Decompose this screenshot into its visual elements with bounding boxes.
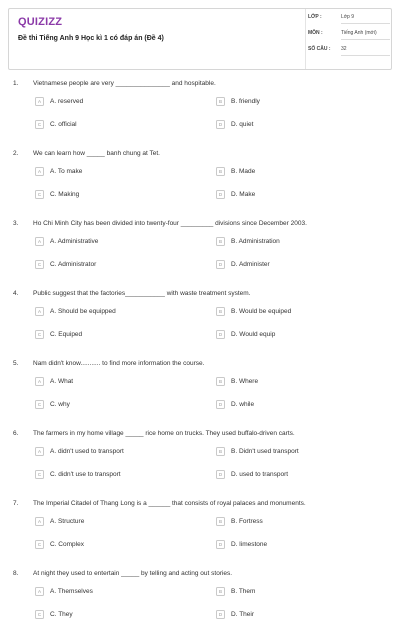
option-text: A. reserved xyxy=(50,98,84,105)
option-letter-box: D xyxy=(216,260,225,269)
option-letter-box: D xyxy=(216,120,225,129)
meta-question-count-label: SỐ CÂU : xyxy=(308,46,331,52)
question-item xyxy=(0,80,400,150)
question-text: At night they used to entertain _____ by telling and acting out stories. xyxy=(33,570,233,577)
worksheet-title: Đề thi Tiếng Anh 9 Học kì 1 có đáp án (Đề 4) xyxy=(18,35,164,42)
question-number: 3. xyxy=(13,220,19,227)
option-text: B. Where xyxy=(231,378,259,385)
option-letter-box: A xyxy=(35,167,44,176)
worksheet-header xyxy=(8,8,392,70)
question-item xyxy=(0,430,400,500)
option-text: C. Making xyxy=(50,191,80,198)
option-text: A. To make xyxy=(50,168,83,175)
question-item xyxy=(0,570,400,640)
option-text: C. official xyxy=(50,121,77,128)
option-text: C. didn't use to transport xyxy=(50,471,121,478)
question-item xyxy=(0,220,400,290)
question-number: 4. xyxy=(13,290,19,297)
option-text: C. Equiped xyxy=(50,331,83,338)
question-text: The Imperial Citadel of Thang Long is a ______ that consists of royal palaces and monuments. xyxy=(33,500,306,507)
meta-grade-underline xyxy=(341,23,390,24)
question-number: 7. xyxy=(13,500,19,507)
option-text: D. Their xyxy=(231,611,254,618)
option-letter-box: A xyxy=(35,517,44,526)
option-text: B. Would be equiped xyxy=(231,308,292,315)
option-letter-box: C xyxy=(35,330,44,339)
option-text: D. used to transport xyxy=(231,471,289,478)
meta-grade-label: LỚP : xyxy=(308,14,322,20)
option-letter-box: B xyxy=(216,517,225,526)
question-item xyxy=(0,290,400,360)
option-letter-box: A xyxy=(35,237,44,246)
meta-subject-underline xyxy=(341,39,390,40)
option-letter-box: D xyxy=(216,400,225,409)
question-number: 8. xyxy=(13,570,19,577)
option-text: C. They xyxy=(50,611,73,618)
question-number: 5. xyxy=(13,360,19,367)
option-text: C. Complex xyxy=(50,541,84,548)
option-letter-box: C xyxy=(35,260,44,269)
option-text: C. Administrator xyxy=(50,261,97,268)
question-text: Public suggest that the factories___________ with waste treatment system. xyxy=(33,290,251,297)
question-text: The farmers in my home village _____ rice home on trucks. They used buffalo-driven carts. xyxy=(33,430,295,437)
option-letter-box: B xyxy=(216,97,225,106)
option-letter-box: C xyxy=(35,400,44,409)
option-text: B. Didn't used transport xyxy=(231,448,299,455)
option-text: D. Would equip xyxy=(231,331,276,338)
meta-question-count-underline xyxy=(341,55,390,56)
option-letter-box: D xyxy=(216,330,225,339)
option-letter-box: C xyxy=(35,120,44,129)
option-letter-box: D xyxy=(216,190,225,199)
question-text: Ho Chi Minh City has been divided into twenty-four _________ divisions since December 2003. xyxy=(33,220,307,227)
option-letter-box: A xyxy=(35,97,44,106)
option-text: B. Administration xyxy=(231,238,280,245)
option-letter-box: A xyxy=(35,307,44,316)
option-text: D. quiet xyxy=(231,121,254,128)
question-item xyxy=(0,150,400,220)
question-item xyxy=(0,500,400,570)
option-letter-box: B xyxy=(216,167,225,176)
question-text: We can learn how _____ banh chung at Tet. xyxy=(33,150,160,157)
option-letter-box: C xyxy=(35,470,44,479)
option-letter-box: B xyxy=(216,587,225,596)
option-text: B. Them xyxy=(231,588,256,595)
meta-grade-value: Lớp 9 xyxy=(341,14,355,20)
option-letter-box: C xyxy=(35,610,44,619)
option-text: B. friendly xyxy=(231,98,260,105)
question-item xyxy=(0,360,400,430)
header-divider xyxy=(305,9,306,69)
meta-grade xyxy=(308,14,390,28)
meta-question-count xyxy=(308,46,390,60)
question-number: 2. xyxy=(13,150,19,157)
meta-question-count-value: 32 xyxy=(341,46,347,52)
question-text: Nam didn't know........... to find more information the course. xyxy=(33,360,205,367)
option-letter-box: B xyxy=(216,237,225,246)
option-letter-box: C xyxy=(35,540,44,549)
option-letter-box: D xyxy=(216,540,225,549)
question-number: 1. xyxy=(13,80,19,87)
option-text: B. Made xyxy=(231,168,256,175)
option-letter-box: D xyxy=(216,610,225,619)
option-letter-box: A xyxy=(35,447,44,456)
option-text: A. Administrative xyxy=(50,238,99,245)
option-letter-box: A xyxy=(35,377,44,386)
option-text: A. Structure xyxy=(50,518,85,525)
meta-subject xyxy=(308,30,390,44)
option-text: D. Make xyxy=(231,191,256,198)
meta-subject-value: Tiếng Anh (mới) xyxy=(341,30,377,36)
option-letter-box: B xyxy=(216,307,225,316)
option-letter-box: A xyxy=(35,587,44,596)
option-text: C. why xyxy=(50,401,70,408)
option-text: A. What xyxy=(50,378,74,385)
question-text: Vietnamese people are very _______________ and hospitable. xyxy=(33,80,216,87)
option-text: D. Administer xyxy=(231,261,270,268)
option-letter-box: B xyxy=(216,447,225,456)
option-text: A. Should be equipped xyxy=(50,308,116,315)
meta-subject-label: MÔN : xyxy=(308,30,323,36)
option-text: A. Themselves xyxy=(50,588,93,595)
option-text: A. didn't used to transport xyxy=(50,448,124,455)
question-number: 6. xyxy=(13,430,19,437)
option-letter-box: C xyxy=(35,190,44,199)
option-letter-box: D xyxy=(216,470,225,479)
quizizz-logo: QUIZIZZ xyxy=(18,16,63,28)
option-text: D. limestone xyxy=(231,541,268,548)
option-letter-box: B xyxy=(216,377,225,386)
option-text: D. while xyxy=(231,401,255,408)
option-text: B. Fortress xyxy=(231,518,263,525)
